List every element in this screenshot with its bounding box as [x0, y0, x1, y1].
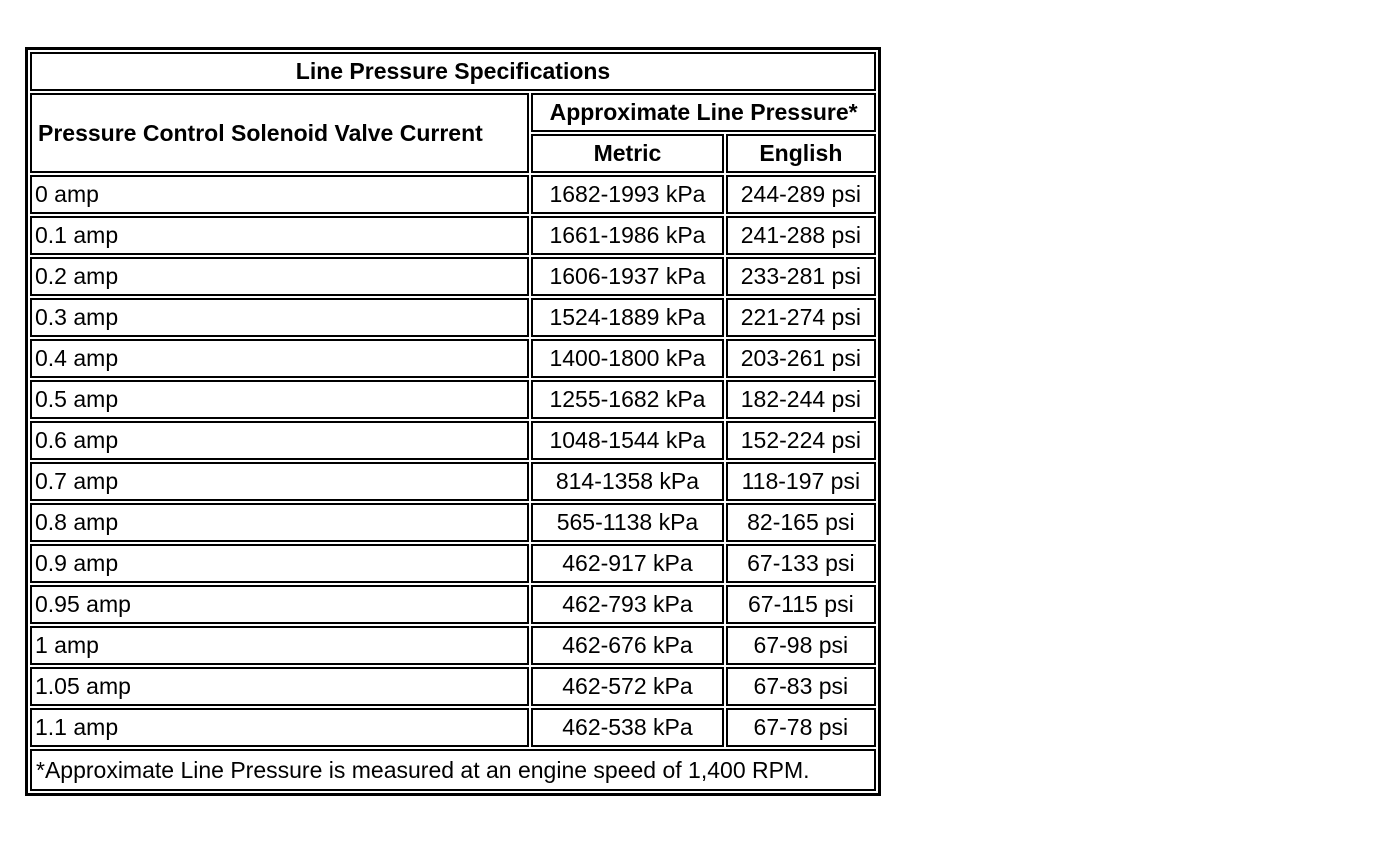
current-cell: 0.95 amp	[30, 585, 529, 624]
metric-cell: 462-572 kPa	[531, 667, 723, 706]
metric-cell: 565-1138 kPa	[531, 503, 723, 542]
metric-cell: 462-538 kPa	[531, 708, 723, 747]
current-cell: 0.2 amp	[30, 257, 529, 296]
table-row	[30, 503, 876, 542]
current-cell: 0.6 amp	[30, 421, 529, 460]
table-row	[30, 380, 876, 419]
current-cell: 0.5 amp	[30, 380, 529, 419]
table-row	[30, 462, 876, 501]
header-english: English	[726, 134, 876, 173]
metric-cell: 1682-1993 kPa	[531, 175, 723, 214]
table-row	[30, 216, 876, 255]
table-row	[30, 626, 876, 665]
english-cell: 221-274 psi	[726, 298, 876, 337]
english-cell: 67-78 psi	[726, 708, 876, 747]
table-title: Line Pressure Specifications	[30, 52, 876, 91]
table-row	[30, 257, 876, 296]
metric-cell: 1400-1800 kPa	[531, 339, 723, 378]
table-row	[30, 585, 876, 624]
current-cell: 0.1 amp	[30, 216, 529, 255]
table-row	[30, 339, 876, 378]
table-row	[30, 708, 876, 747]
metric-cell: 462-793 kPa	[531, 585, 723, 624]
english-cell: 67-115 psi	[726, 585, 876, 624]
current-cell: 0.4 amp	[30, 339, 529, 378]
table-body	[30, 175, 876, 747]
current-cell: 0.9 amp	[30, 544, 529, 583]
metric-cell: 462-917 kPa	[531, 544, 723, 583]
metric-cell: 1524-1889 kPa	[531, 298, 723, 337]
english-cell: 152-224 psi	[726, 421, 876, 460]
english-cell: 233-281 psi	[726, 257, 876, 296]
current-cell: 0.7 amp	[30, 462, 529, 501]
table-row	[30, 421, 876, 460]
header-metric: Metric	[531, 134, 723, 173]
metric-cell: 462-676 kPa	[531, 626, 723, 665]
table-row	[30, 667, 876, 706]
table-row	[30, 544, 876, 583]
table-footnote: *Approximate Line Pressure is measured at an engine speed of 1,400 RPM.	[30, 749, 876, 791]
english-cell: 82-165 psi	[726, 503, 876, 542]
metric-cell: 1255-1682 kPa	[531, 380, 723, 419]
current-cell: 1.05 amp	[30, 667, 529, 706]
header-pressure: Approximate Line Pressure*	[531, 93, 876, 132]
table-row	[30, 298, 876, 337]
english-cell: 118-197 psi	[726, 462, 876, 501]
english-cell: 244-289 psi	[726, 175, 876, 214]
metric-cell: 814-1358 kPa	[531, 462, 723, 501]
current-cell: 0.3 amp	[30, 298, 529, 337]
metric-cell: 1048-1544 kPa	[531, 421, 723, 460]
current-cell: 1 amp	[30, 626, 529, 665]
metric-cell: 1606-1937 kPa	[531, 257, 723, 296]
table-row	[30, 175, 876, 214]
english-cell: 241-288 psi	[726, 216, 876, 255]
english-cell: 203-261 psi	[726, 339, 876, 378]
metric-cell: 1661-1986 kPa	[531, 216, 723, 255]
english-cell: 67-83 psi	[726, 667, 876, 706]
current-cell: 1.1 amp	[30, 708, 529, 747]
current-cell: 0 amp	[30, 175, 529, 214]
english-cell: 67-98 psi	[726, 626, 876, 665]
line-pressure-table	[25, 47, 881, 796]
english-cell: 182-244 psi	[726, 380, 876, 419]
current-cell: 0.8 amp	[30, 503, 529, 542]
header-current: Pressure Control Solenoid Valve Current	[30, 93, 529, 173]
english-cell: 67-133 psi	[726, 544, 876, 583]
